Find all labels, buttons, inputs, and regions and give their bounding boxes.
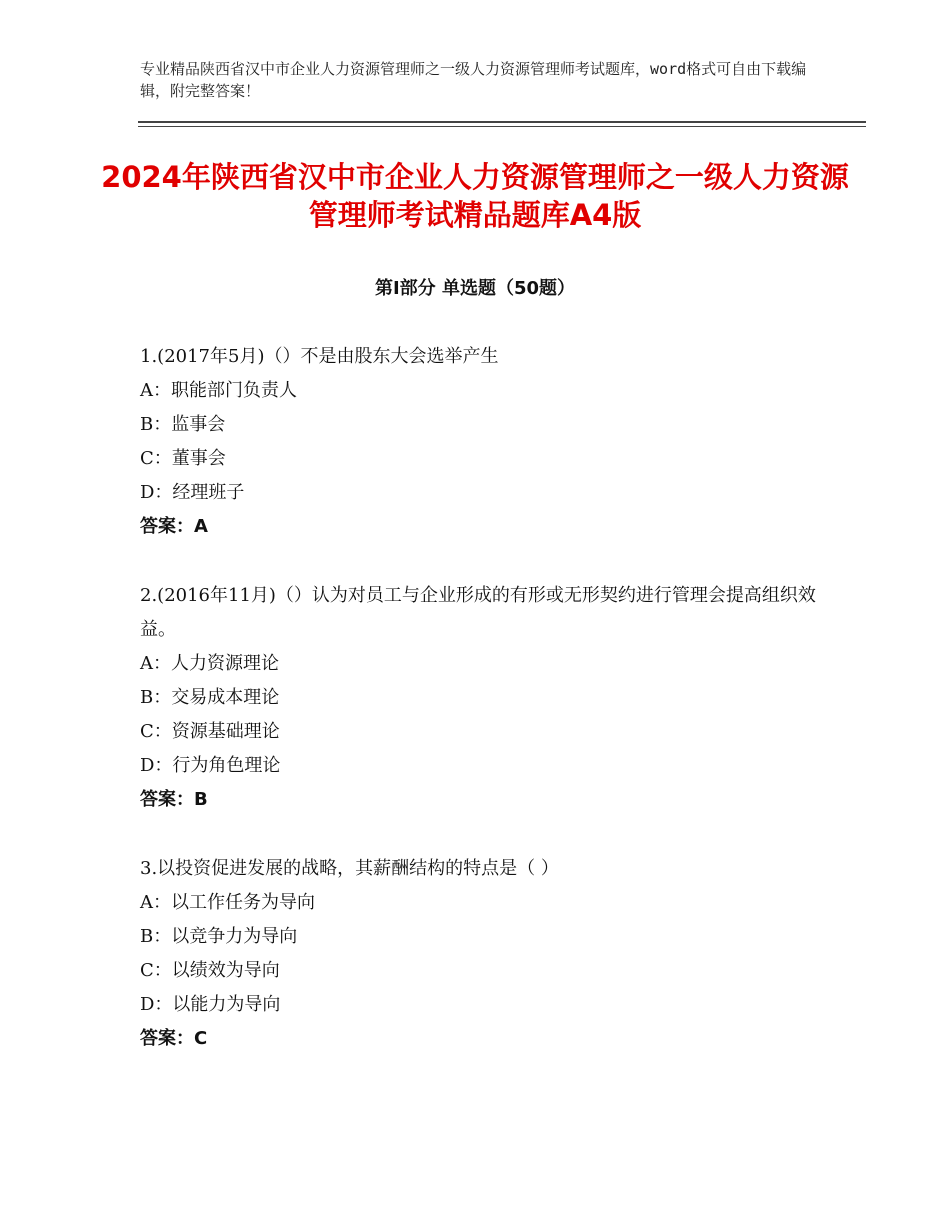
- answer: 答案：B: [140, 789, 208, 810]
- section-heading: 第Ⅰ部分 单选题（50题）: [374, 278, 575, 299]
- option-d: D：经理班子: [140, 482, 245, 503]
- option-c: C：资源基础理论: [140, 721, 280, 742]
- header-divider-thick: [138, 121, 866, 123]
- option-a: A：以工作任务为导向: [140, 892, 315, 913]
- question-stem: 1.(2017年5月)（）不是由股东大会选举产生: [140, 346, 499, 367]
- option-a: A：职能部门负责人: [140, 380, 297, 401]
- question-2: [140, 579, 820, 817]
- option-b: B：交易成本理论: [140, 687, 280, 708]
- question-3: [140, 852, 820, 1056]
- option-b: B：以竞争力为导向: [140, 926, 298, 947]
- header-divider-thin: [138, 126, 866, 127]
- option-d: D：以能力为导向: [140, 994, 281, 1015]
- option-c: C：董事会: [140, 448, 226, 469]
- option-d: D：行为角色理论: [140, 755, 281, 776]
- header-note: 专业精品陕西省汉中市企业人力资源管理师之一级人力资源管理师考试题库，word格式可自由下载编辑，附完整答案！: [140, 60, 807, 100]
- question-stem: 3.以投资促进发展的战略，其薪酬结构的特点是（ ）: [140, 858, 559, 879]
- question-1: [140, 340, 820, 544]
- option-a: A：人力资源理论: [140, 653, 279, 674]
- answer: 答案：C: [140, 1028, 208, 1049]
- option-b: B：监事会: [140, 414, 226, 435]
- answer: 答案：A: [140, 516, 208, 537]
- option-c: C：以绩效为导向: [140, 960, 280, 981]
- question-stem: 2.(2016年11月)（）认为对员工与企业形成的有形或无形契约进行管理会提高组织效益。: [140, 585, 816, 640]
- document-title: 2024年陕西省汉中市企业人力资源管理师之一级人力资源管理师考试精品题库A4版: [101, 160, 849, 232]
